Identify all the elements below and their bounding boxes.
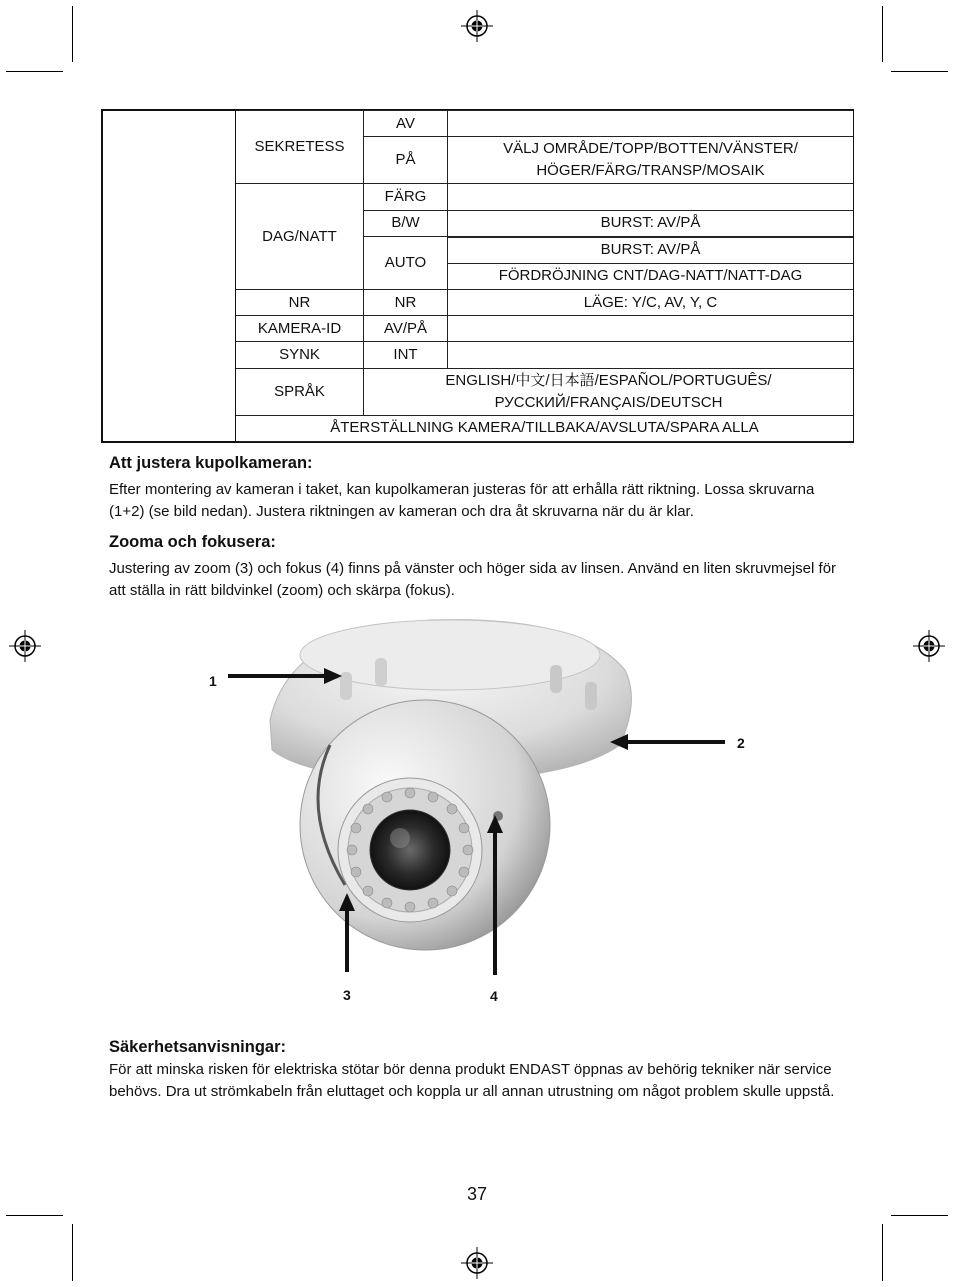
crop-mark [882,6,883,62]
table-cell-sprak-desc [364,368,854,415]
menu-settings-table [102,110,854,442]
table-cell-bw: B/W [364,210,448,237]
table-cell-farg: FÄRG [364,184,448,210]
table-cell-nr: NR [236,290,364,316]
crop-mark [72,1224,73,1281]
pa-desc-line-1: VÄLJ OMRÅDE/TOPP/BOTTEN/VÄNSTER/ [503,140,798,158]
table-cell-auto: AUTO [364,237,448,290]
table-cell-empty [448,342,854,368]
safety-heading: Säkerhetsanvisningar: [109,1038,286,1056]
table-cell-auto-desc-2: FÖRDRÖJNING CNT/DAG-NATT/NATT-DAG [448,263,854,289]
dome-camera-figure [200,610,760,1010]
callout-2: 2 [737,735,745,751]
sprak-desc-line-2: РУССКИЙ/FRANÇAIS/DEUTSCH [494,393,723,411]
pa-desc-line-2: HÖGER/FÄRG/TRANSP/MOSAIK [536,162,765,180]
adjust-paragraph: Efter montering av kameran i taket, kan kupolkameran justeras för att erhålla rätt riktning. Lossa skruvarna (1+2) (se bild nedan). Justera riktningen av kameran och dra åt skruvarna när du är klar. [109,481,815,520]
table-cell-kamera-id: KAMERA-ID [236,316,364,342]
callout-4: 4 [490,988,498,1004]
zoom-heading: Zooma och fokusera: [109,533,276,551]
crop-mark [891,71,948,72]
table-cell-dagnatt: DAG/NATT [236,184,364,290]
callout-1: 1 [209,673,217,689]
crop-mark [72,6,73,62]
zoom-paragraph: Justering av zoom (3) och fokus (4) finns på vänster och höger sida av linsen. Använd en liten skruvmejsel för att ställa in rätt bildvinkel (zoom) och skärpa (fokus). [109,560,837,599]
crop-mark [6,71,63,72]
camera-lens [370,810,450,890]
table-cell-synk-val: INT [364,342,448,368]
table-cell-synk: SYNK [236,342,364,368]
table-cell-empty [448,316,854,342]
sprak-desc-line-1: ENGLISH/中文/日本語/ESPAÑOL/PORTUGUÊS/ [445,371,772,389]
callout-3: 3 [343,987,351,1003]
table-cell-sekretess: SEKRETESS [236,111,364,184]
table-cell-pa: PÅ [364,137,448,184]
table-cell-pa-desc [448,137,854,184]
crop-mark [882,1224,883,1281]
table-cell-nr-desc: LÄGE: Y/C, AV, Y, C [448,290,854,316]
table-cell-auto-desc-1: BURST: AV/PÅ [448,237,854,264]
table-cell-empty [448,184,854,210]
table-cell-nr-val: NR [364,290,448,316]
registration-mark-icon [8,629,42,663]
table-cell-kamera-id-val: AV/PÅ [364,316,448,342]
table-cell-empty [448,111,854,137]
crop-mark [891,1215,948,1216]
table-cell-reset: ÅTERSTÄLLNING KAMERA/TILLBAKA/AVSLUTA/SPARA ALLA [236,415,854,441]
registration-mark-icon [460,9,494,43]
table-cell-bw-desc: BURST: AV/PÅ [448,210,854,237]
registration-mark-icon [460,1246,494,1280]
registration-mark-icon [912,629,946,663]
page-number: 37 [466,1184,488,1204]
table-cell-sprak: SPRÅK [236,368,364,415]
adjust-heading: Att justera kupolkameran: [109,454,313,472]
table-cell-av: AV [364,111,448,137]
safety-paragraph: För att minska risken för elektriska stötar bör denna produkt ENDAST öppnas av behörig tekniker när service behövs. Dra ut strömkabeln från eluttaget och koppla ur all annan utrustning om något problem skulle uppstå. [109,1061,835,1100]
crop-mark [6,1215,63,1216]
menu-first-column-cell [103,111,236,442]
